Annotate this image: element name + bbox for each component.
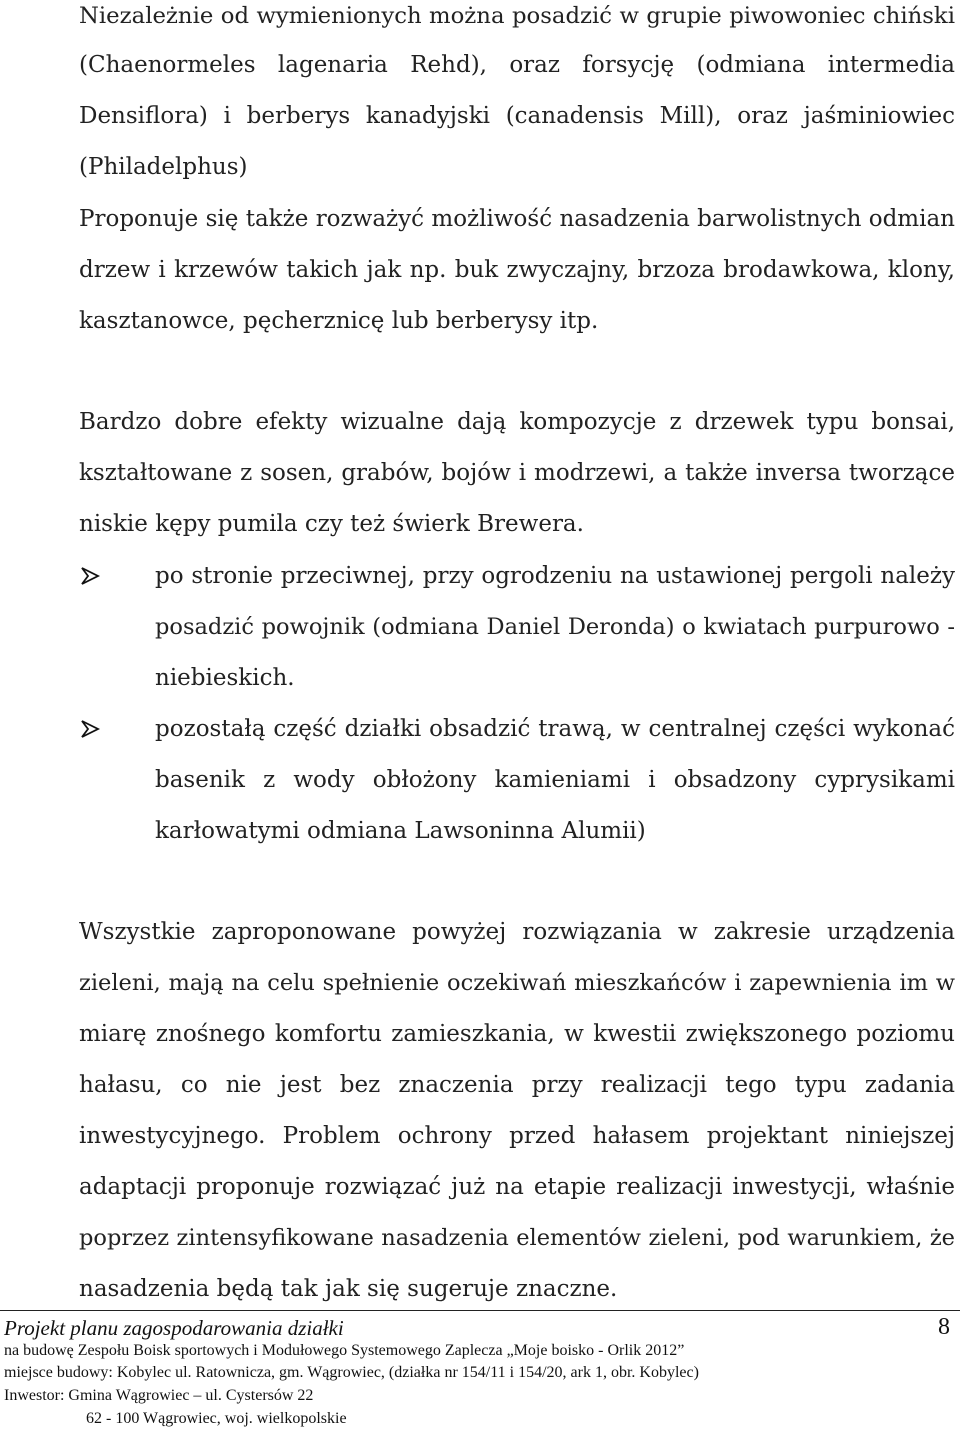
paragraph-line: kasztanowce, pęcherznicę lub berberysy itp.: [79, 308, 599, 334]
paragraph-line: Niezależnie od wymienionych można posadzić w grupie piwowoniec chiński: [79, 3, 955, 29]
paragraph-line: niskie kępy pumila czy też świerk Brewera.: [79, 511, 584, 537]
paragraph-line: kształtowane z sosen, grabów, bojów i modrzewi, a także inversa tworzące: [79, 460, 955, 486]
paragraph-line: poprzez zintensyfikowane nasadzenia elementów zieleni, pod warunkiem, że: [79, 1225, 955, 1251]
paragraph-line: Wszystkie zaproponowane powyżej rozwiązania w zakresie urządzenia: [79, 919, 955, 945]
footer-investor-line: Inwestor: Gmina Wągrowiec – ul. Cystersów 22: [4, 1387, 314, 1404]
arrowhead-bullet-icon: [79, 562, 103, 590]
bullet-line: posadzić powojnik (odmiana Daniel Deronda) o kwiatach purpurowo -: [155, 614, 955, 640]
paragraph-line: (Philadelphus): [79, 154, 248, 180]
paragraph-line: nasadzenia będą tak jak się sugeruje znaczne.: [79, 1276, 618, 1302]
footer-project-line: na budowę Zespołu Boisk sportowych i Modułowego Systemowego Zaplecza „Moje boisko - Orlik 2012”: [4, 1342, 685, 1359]
footer-address-line: 62 - 100 Wągrowiec, woj. wielkopolskie: [86, 1410, 347, 1427]
bullet-line: po stronie przeciwnej, przy ogrodzeniu na ustawionej pergoli należy: [155, 563, 955, 589]
footer-title: Projekt planu zagospodarowania działki: [4, 1316, 344, 1340]
paragraph-line: Bardzo dobre efekty wizualne dają kompozycje z drzewek typu bonsai,: [79, 409, 955, 435]
arrowhead-bullet-icon: [79, 715, 103, 743]
paragraph-line: zieleni, mają na celu spełnienie oczekiwań mieszkańców i zapewnienia im w: [79, 970, 955, 996]
page-number: 8: [938, 1314, 950, 1340]
paragraph-line: hałasu, co nie jest bez znaczenia przy realizacji tego typu zadania: [79, 1072, 955, 1098]
footer-divider: [0, 1310, 960, 1311]
paragraph-line: Densiflora) i berberys kanadyjski (canadensis Mill), oraz jaśminiowiec: [79, 103, 955, 129]
paragraph-line: (Chaenormeles lagenaria Rehd), oraz forsycję (odmiana intermedia: [79, 52, 955, 78]
paragraph-line: inwestycyjnego. Problem ochrony przed hałasem projektant niniejszej: [79, 1123, 955, 1149]
footer-location-line: miejsce budowy: Kobylec ul. Ratownicza, gm. Wągrowiec, (działka nr 154/11 i 154/20, ark 1, obr. Kobylec): [4, 1364, 699, 1381]
paragraph-line: drzew i krzewów takich jak np. buk zwyczajny, brzoza brodawkowa, klony,: [79, 257, 955, 283]
bullet-line: basenik z wody obłożony kamieniami i obsadzony cyprysikami: [155, 767, 955, 793]
bullet-line: pozostałą część działki obsadzić trawą, w centralnej części wykonać: [155, 716, 955, 742]
bullet-line: karłowatymi odmiana Lawsoninna Alumii): [155, 818, 646, 844]
bullet-line: niebieskich.: [155, 665, 295, 691]
paragraph-line: miarę znośnego komfortu zamieszkania, w kwestii zwiększonego poziomu: [79, 1021, 955, 1047]
paragraph-line: adaptacji proponuje rozwiązać już na etapie realizacji inwestycji, właśnie: [79, 1174, 955, 1200]
paragraph-line: Proponuje się także rozważyć możliwość nasadzenia barwolistnych odmian: [79, 206, 955, 232]
